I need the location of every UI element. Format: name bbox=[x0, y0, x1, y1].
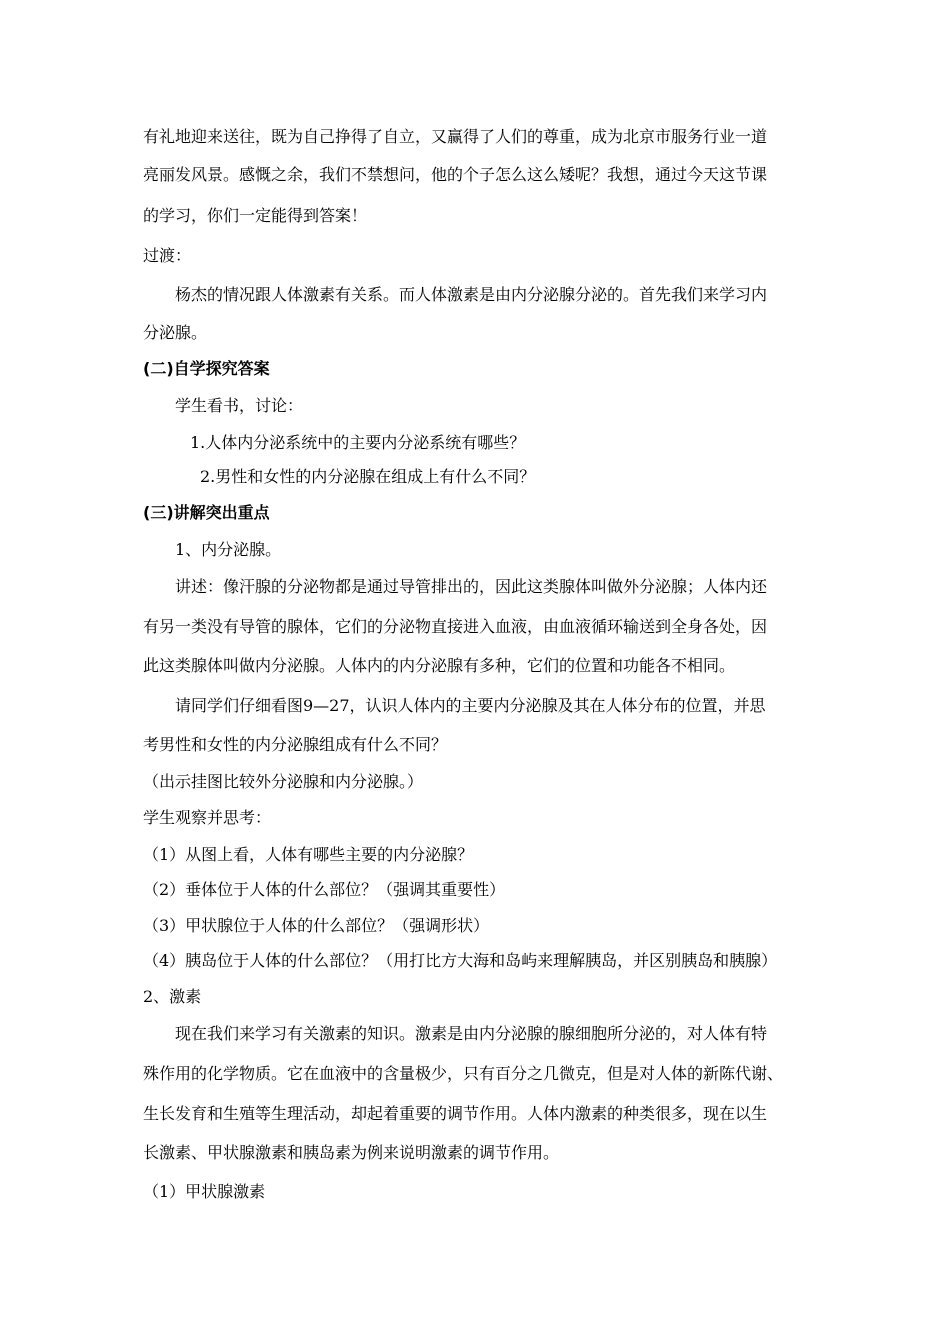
text-line: 此这类腺体叫做内分泌腺。人体内的内分泌腺有多种，它们的位置和功能各不相同。 bbox=[143, 656, 736, 675]
list-item: （2）垂体位于人体的什么部位？（强调其重要性） bbox=[143, 880, 506, 899]
text-line: 2、激素 bbox=[143, 987, 202, 1006]
text-line: 考男性和女性的内分泌腺组成有什么不同？ bbox=[143, 735, 448, 754]
text-line: 殊作用的化学物质。它在血液中的含量极少，只有百分之几微克，但是对人体的新陈代谢、 bbox=[143, 1064, 784, 1083]
text-line: （1）甲状腺激素 bbox=[143, 1182, 266, 1201]
text-line: 学生看书，讨论： bbox=[175, 396, 304, 415]
section-heading: (三)讲解突出重点 bbox=[143, 503, 270, 522]
text-line: 分泌腺。 bbox=[143, 323, 208, 342]
text-line: 亮丽发风景。感慨之余，我们不禁想问，他的个子怎么这么矮呢？我想，通过今天这节课 bbox=[143, 165, 768, 184]
list-item: （4）胰岛位于人体的什么部位？（用打比方大海和岛屿来理解胰岛，并区别胰岛和胰腺） bbox=[143, 951, 778, 970]
text-line: 现在我们来学习有关激素的知识。激素是由内分泌腺的腺细胞所分泌的，对人体有特 bbox=[175, 1024, 768, 1043]
text-line: 讲述：像汗腺的分泌物都是通过导管排出的，因此这类腺体叫做外分泌腺；人体内还 bbox=[175, 577, 768, 596]
list-item: 1.人体内分泌系统中的主要内分泌系统有哪些？ bbox=[190, 433, 526, 452]
text-line: 的学习，你们一定能得到答案！ bbox=[143, 206, 368, 225]
text-line: （出示挂图比较外分泌腺和内分泌腺。） bbox=[143, 772, 424, 791]
text-line: 生长发育和生殖等生理活动，却起着重要的调节作用。人体内激素的种类很多，现在以生 bbox=[143, 1104, 768, 1123]
list-item: （1）从图上看，人体有哪些主要的内分泌腺？ bbox=[143, 845, 474, 864]
list-item: 2.男性和女性的内分泌腺在组成上有什么不同？ bbox=[200, 467, 536, 486]
text-line: 长激素、甲状腺激素和胰岛素为例来说明激素的调节作用。 bbox=[143, 1143, 560, 1162]
section-heading: (二)自学探究答案 bbox=[143, 359, 270, 378]
text-line: 有礼地迎来送往，既为自己挣得了自立，又赢得了人们的尊重，成为北京市服务行业一道 bbox=[143, 127, 768, 146]
text-line: 学生观察并思考： bbox=[143, 808, 272, 827]
text-line: 有另一类没有导管的腺体，它们的分泌物直接进入血液，由血液循环输送到全身各处，因 bbox=[143, 617, 768, 636]
list-item: （3）甲状腺位于人体的什么部位？（强调形状） bbox=[143, 916, 490, 935]
text-line: 请同学们仔细看图9—27，认识人体内的主要内分泌腺及其在人体分布的位置，并思 bbox=[175, 696, 766, 715]
text-line: 杨杰的情况跟人体激素有关系。而人体激素是由内分泌腺分泌的。首先我们来学习内 bbox=[175, 285, 768, 304]
text-line: 过渡： bbox=[143, 246, 192, 265]
text-line: 1、内分泌腺。 bbox=[175, 540, 282, 559]
